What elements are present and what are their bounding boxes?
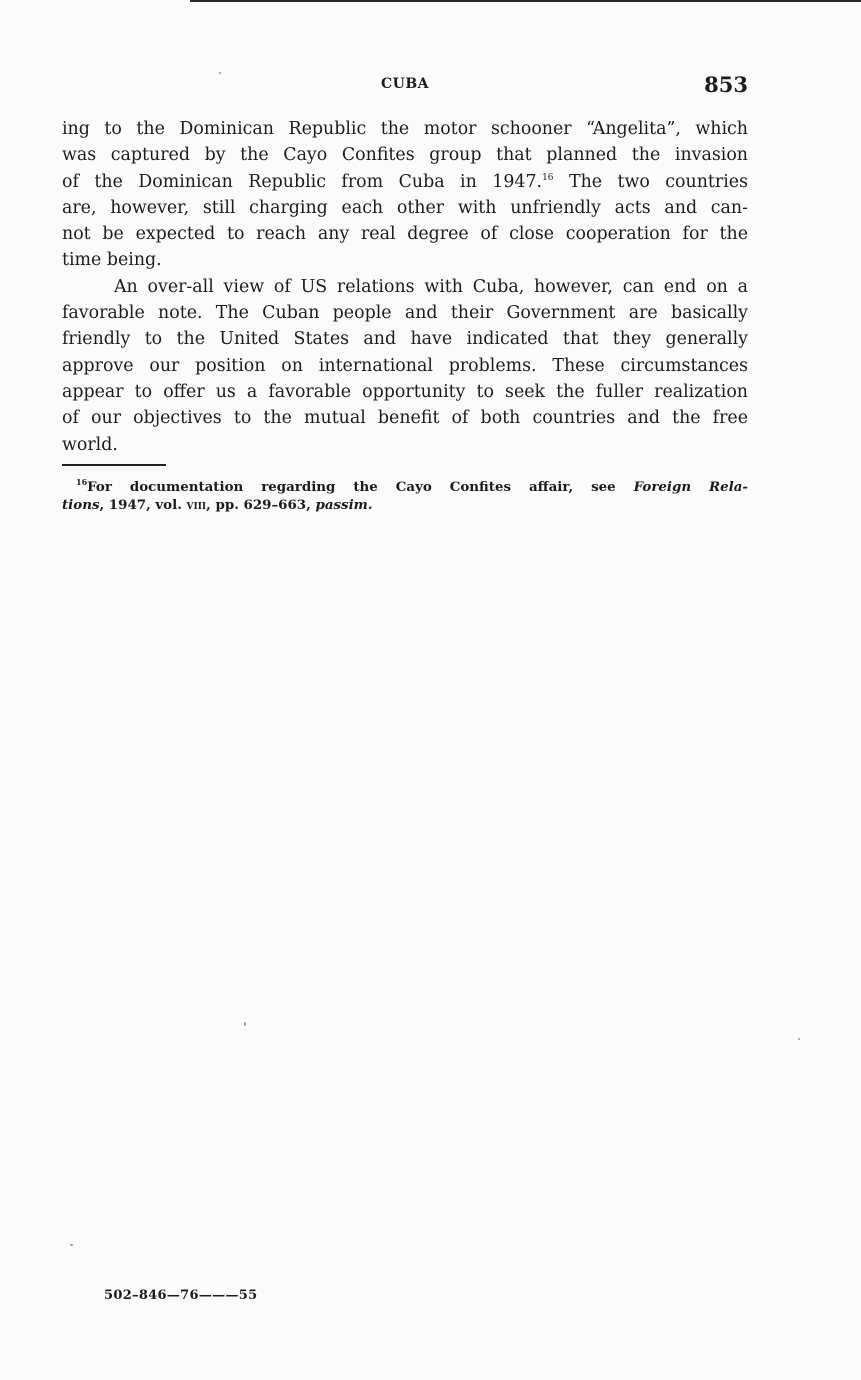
body-line-text: of the Dominican Republic from Cuba in 1947.	[62, 171, 543, 192]
body-line: time being.	[62, 250, 162, 271]
body-line: favorable note. The Cuban people and their Government are basically	[62, 303, 748, 324]
footnote-passim: passim.	[315, 497, 373, 513]
body-line: world.	[62, 434, 118, 455]
footnote-line	[62, 478, 748, 496]
body-line: appear to offer us a favorable opportunity to seek the fuller realization	[62, 381, 748, 402]
page-number: 853	[704, 72, 748, 97]
footnote-volume: viii	[186, 497, 207, 513]
body-line-text-continued: The two countries	[553, 171, 748, 192]
body-line: approve our position on international problems. These circumstances	[62, 355, 748, 376]
body-line: are, however, still charging each other with unfriendly acts and can-	[62, 197, 748, 218]
footnote-marker: 16	[76, 477, 88, 487]
footnote-text: For documentation regarding the Cayo Confites affair, see	[87, 479, 634, 495]
body-line: An over-all view of US relations with Cuba, however, can end on a	[114, 276, 748, 297]
speck	[219, 72, 221, 74]
footnote-reference: 16	[542, 172, 554, 183]
running-head	[62, 72, 748, 102]
speck	[244, 1022, 246, 1026]
body-line	[62, 169, 748, 195]
body-line: ing to the Dominican Republic the motor schooner “Angelita”, which	[62, 119, 748, 139]
body-line: not be expected to reach any real degree of close cooperation for the	[62, 224, 748, 245]
speck	[70, 1244, 73, 1246]
body-text	[62, 116, 748, 458]
printer-code: 502–846—76———55	[104, 1288, 258, 1303]
top-border-rule	[190, 0, 861, 2]
footnote-divider	[62, 464, 166, 466]
running-head-title: CUBA	[380, 76, 430, 92]
footnote	[62, 478, 748, 514]
body-line: was captured by the Cayo Confites group that planned the invasion	[62, 145, 748, 166]
body-line: of our objectives to the mutual benefit of both countries and the free	[62, 408, 748, 429]
body-line: friendly to the United States and have indicated that they generally	[62, 329, 748, 350]
footnote-line	[62, 496, 748, 514]
speck	[798, 1038, 800, 1040]
footnote-pages: , pp. 629–663,	[206, 497, 316, 513]
footnote-italic-title: Foreign Rela-	[633, 479, 748, 495]
footnote-italic-title-end: tions	[62, 497, 100, 513]
footnote-text: , 1947, vol.	[99, 497, 187, 513]
